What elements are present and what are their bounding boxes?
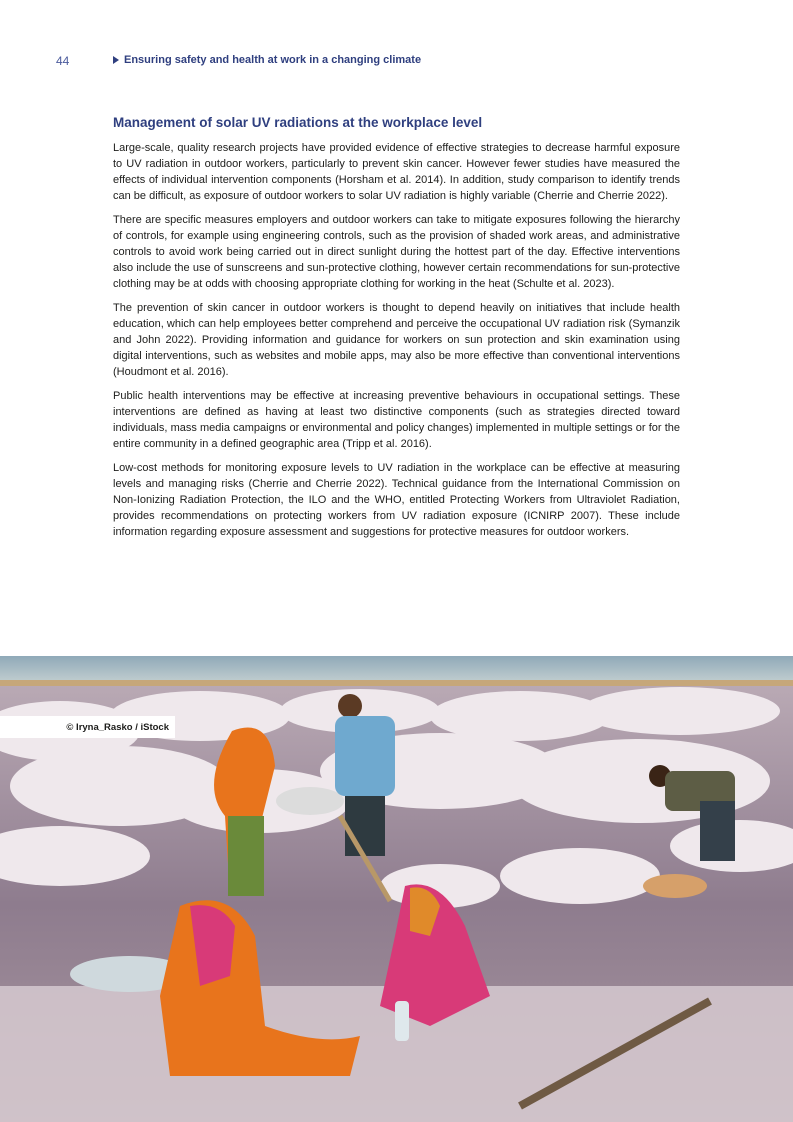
water-bottle — [395, 1001, 409, 1041]
page-header — [0, 0, 793, 80]
running-title-text: Ensuring safety and health at work in a changing climate — [124, 54, 422, 66]
photo-credit: © Iryna_Rasko / iStock — [0, 716, 175, 738]
page-number: 44 — [56, 54, 70, 68]
basket — [643, 874, 707, 898]
paragraph: Public health interventions may be effective at increasing preventive behaviours in occupational settings. These interventions are defined as having at least two distinctive components (such as strategies directed toward individuals, mass media campaigns or environmental and policy changes) implemented in multiple settings or for the entire community in a defined geographic area (Tripp et al. 2016). — [113, 390, 680, 450]
paragraph: Low-cost methods for monitoring exposure levels to UV radiation in the workplace can be effective at measuring levels and managing risks (Cherrie and Cherrie 2022). Technical guidance from the International Commission on Non-Ionizing Radiation Protection, the ILO and the WHO, entitled Protecting Workers from Ultraviolet Radiation, provides recommendations on protecting workers from UV radiation exposure (ICNIRP 2007). These include information regarding exposure assessment and suggestions for protective measures for outdoor workers. — [113, 462, 680, 538]
paragraph: There are specific measures employers and outdoor workers can take to mitigate exposures following the hierarchy of controls, for example using engineering controls, such as the provision of shaded work areas, and administrative controls to avoid work being carried out in direct sunlight during the hottest part of the day. Effective interventions also include the use of sunscreens and sun-protective clothing, however certain recommendations for sun-protective clothing may be at odds with choosing appropriate clothing for working in the heat (Schulte et al. 2023). — [113, 214, 680, 290]
held-basin — [276, 787, 344, 815]
paragraph: Large-scale, quality research projects have provided evidence of effective strategies to decrease harmful exposure to UV radiation in outdoor workers, particularly to prevent skin cancer. However fewer studies have measured the effects of individual intervention components (Horsham et al. 2014). In addition, study comparison to identify trends can be difficult, as exposure of outdoor workers to solar UV radiation is highly variable (Cherrie and Cherrie 2022). — [113, 142, 680, 202]
triangle-right-icon — [113, 56, 119, 64]
paragraph: The prevention of skin cancer in outdoor workers is thought to depend heavily on initiatives that include health education, which can help employees better comprehend and perceive the occupational UV radiation risk (Symanzik and John 2022). Providing information and guidance for workers on sun protection and skin examination using digital interventions, such as websites and mobile apps, may also be more effective than conventional interventions (Houdmont et al. 2016). — [113, 302, 680, 378]
article-content — [113, 114, 680, 548]
section-heading: Management of solar UV radiations at the workplace level — [113, 115, 483, 130]
running-title — [113, 54, 421, 66]
